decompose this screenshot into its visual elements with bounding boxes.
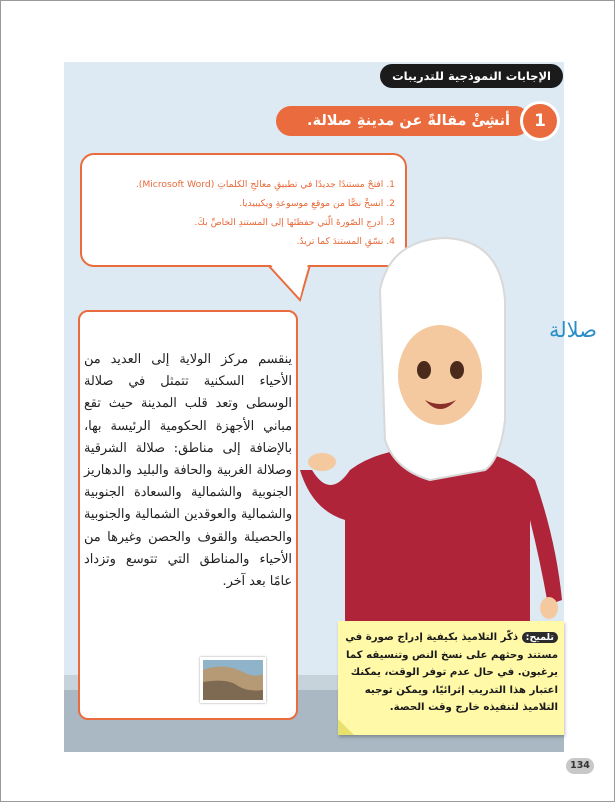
exercise-title: أنشِئْ مقالةً عن مدينةِ صلالة. [276,106,530,136]
instruction-item: 3. أدرجِ الصّورةَ الّتي حفظتَها إلى المستندِ الخاصِّ بكَ. [194,217,395,228]
article-body: ينقسم مركز الولاية إلى العديد من الأحياء السكنية تتمثل في صلالة الوسطى وتعد قلب المدينة حيث تقع مباني الأجهزة الحكومية الرئيسة بها، بالإضافة إلى مناطق: صلالة الشرقية وصلالة الغربية والحافة والبليد والدهاريز الجنوبية والشمالية والسعادة الجنوبية والشمالية والعوقدين الشمالية والجنوبية والحصيلة والقوف والحصن وغيرها من الأحياء والمناطق التي تتوسع وتزداد عامًا بعد آخر. [84,352,292,590]
instruction-item: 1. افتحْ مستندًا جديدًا في تطبيقِ معالجِ الكلماتِ (Microsoft Word). [135,179,395,190]
instruction-item: 2. انسخْ نصًّا من موقعِ موسوعةِ ويكيبيديا. [239,198,395,209]
instruction-item: 4. نسّقِ المستندَ كما تريدُ. [296,236,395,247]
exercise-number: 1 [520,101,560,141]
article-title: صلالة [548,318,597,342]
tip-text [344,629,558,717]
tip-body: ذكّر التلاميذ بكيفية إدراج صورة في مستند وحثهم على نسخ النص وتنسيقه كما يرغبون. في حال عدم توفر الوقت، يمكنك اعتبار هذا التدريب إثرائيًا، ويمكن توجيه التلاميذ لتنفيذه خارج وقت الحصة. [345,632,558,714]
salalah-photo [200,657,266,703]
page-number: 134 [566,758,594,774]
tip-label: تلميح: [522,632,558,643]
section-header: الإجابات النموذجية للتدريبات [380,64,563,88]
tip-note-fold [338,719,354,735]
